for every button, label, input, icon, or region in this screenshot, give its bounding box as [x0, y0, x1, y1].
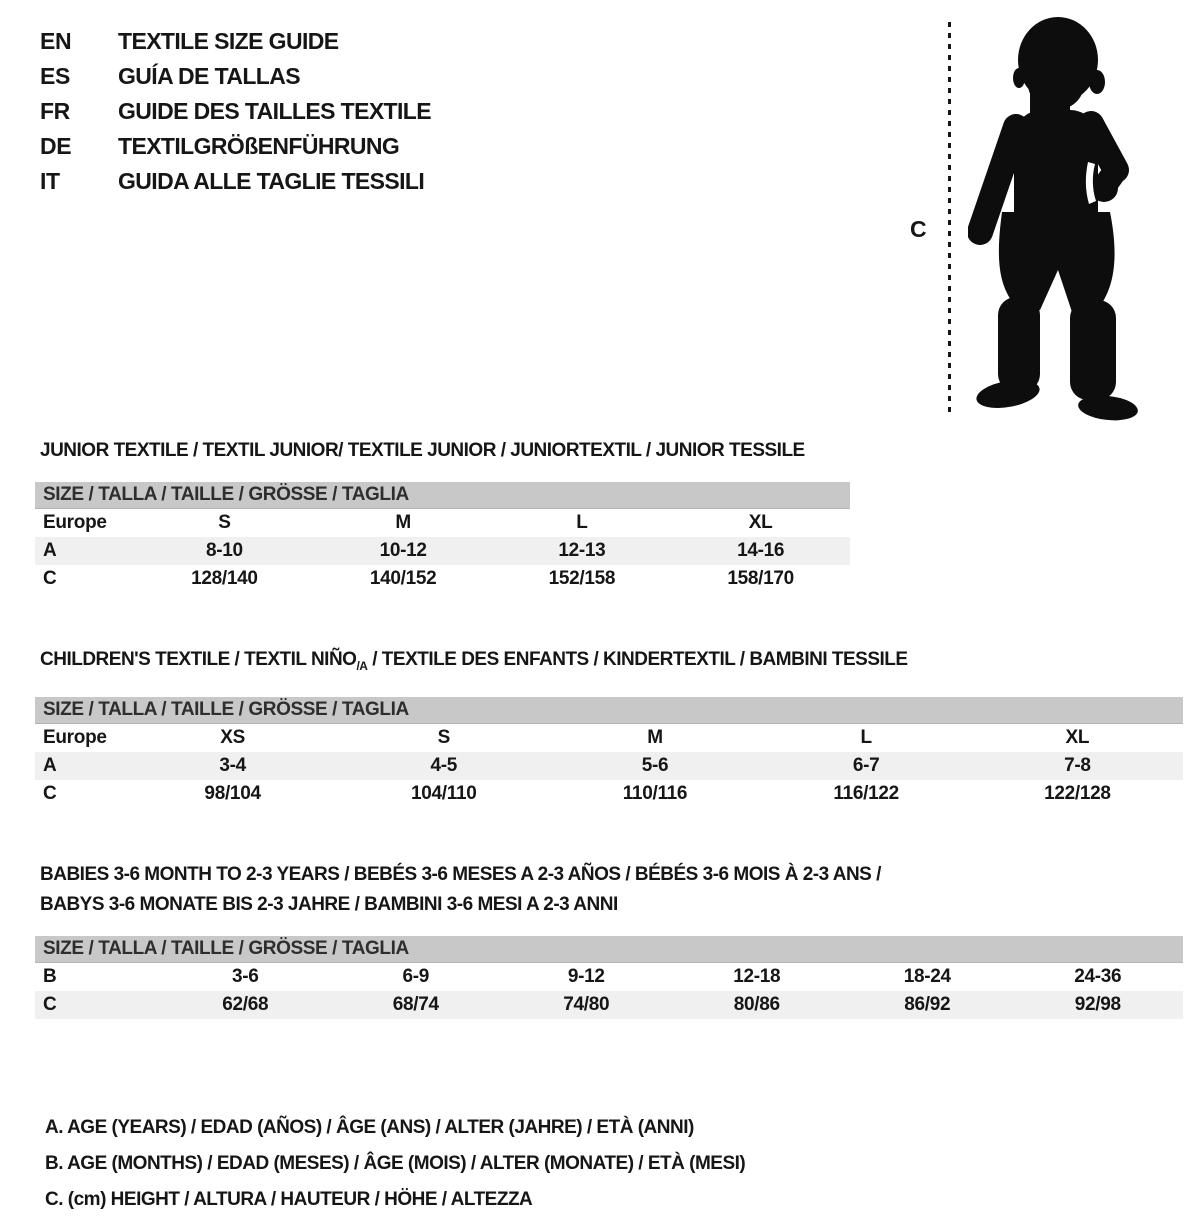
size-cell: 140/152: [369, 568, 437, 589]
language-code: DE: [40, 133, 72, 159]
size-cell: 12-18: [733, 965, 781, 987]
row-label: C: [43, 993, 57, 1015]
size-cell: M: [647, 726, 663, 748]
language-title: TEXTILGRÖßENFÜHRUNG: [118, 133, 400, 159]
size-cell: 68/74: [392, 993, 439, 1015]
row-label: Europe: [43, 512, 107, 533]
section-children: [35, 645, 1183, 808]
size-cell: 12-13: [558, 540, 606, 561]
language-title-block: [40, 24, 431, 199]
section-babies: [35, 860, 1183, 1019]
title-subscript: /A: [356, 658, 368, 673]
language-row: [40, 59, 431, 94]
size-cell: 152/158: [548, 568, 616, 589]
size-cell: 3-4: [219, 754, 246, 776]
size-cell: 14-16: [737, 540, 785, 561]
language-title: TEXTILE SIZE GUIDE: [118, 28, 339, 54]
row-label: Europe: [43, 726, 107, 748]
size-cell: XL: [748, 512, 773, 533]
language-row: [40, 94, 431, 129]
language-title: GUIDA ALLE TAGLIE TESSILI: [118, 168, 425, 194]
row-label: A: [43, 540, 57, 561]
size-cell: XS: [220, 726, 245, 748]
size-cell: 18-24: [903, 965, 951, 987]
size-cell: 128/140: [191, 568, 258, 589]
height-dashed-line: [948, 22, 951, 412]
legend-note: C. (cm) HEIGHT / ALTURA / HAUTEUR / HÖHE / ALTEZZA: [45, 1189, 533, 1210]
size-table: [35, 509, 850, 593]
size-table: [35, 963, 1183, 1019]
size-cell: L: [860, 726, 872, 748]
size-cell: 116/122: [833, 782, 899, 804]
sections: [35, 436, 1183, 1019]
language-row: [40, 129, 431, 164]
title-text: / TEXTILE DES ENFANTS / KINDERTEXTIL / BAMBINI TESSILE: [367, 649, 908, 670]
legend-notes: [40, 1110, 745, 1218]
size-header-bar: SIZE / TALLA / TAILLE / GRÖSSE / TAGLIA: [35, 936, 1183, 963]
title-text: CHILDREN'S TEXTILE / TEXTIL NIÑO: [40, 649, 357, 670]
legend-note: A. AGE (YEARS) / EDAD (AÑOS) / ÂGE (ANS) / ALTER (JAHRE) / ETÀ (ANNI): [45, 1117, 694, 1138]
section-title-line: [40, 645, 1183, 681]
size-cell: XL: [1065, 726, 1090, 748]
section-title: [35, 436, 1183, 466]
table-row: [35, 963, 1183, 991]
table-row: [35, 565, 850, 593]
size-cell: 110/116: [622, 782, 688, 804]
size-cell: M: [395, 512, 411, 533]
table-row: [35, 537, 850, 565]
size-cell: 9-12: [567, 965, 605, 987]
table-row: [35, 780, 1183, 808]
language-row: [40, 24, 431, 59]
size-cell: 6-7: [852, 754, 880, 776]
size-table: [35, 724, 1183, 808]
title-text: BABIES 3-6 MONTH TO 2-3 YEARS / BEBÉS 3-6 MESES A 2-3 AÑOS / BÉBÉS 3-6 MOIS À 2-3 ANS /: [40, 863, 881, 885]
size-cell: L: [576, 512, 588, 533]
row-label: B: [43, 965, 57, 987]
language-code: EN: [40, 28, 72, 54]
size-cell: 3-6: [231, 965, 259, 987]
section-title-line: [40, 890, 1183, 920]
legend-note: B. AGE (MONTHS) / EDAD (MESES) / ÂGE (MOIS) / ALTER (MONATE) / ETÀ (MESI): [45, 1153, 746, 1174]
language-code: ES: [40, 63, 70, 89]
size-cell: 5-6: [641, 754, 669, 776]
size-cell: 122/128: [1044, 782, 1111, 804]
size-cell: 86/92: [904, 993, 951, 1015]
section-title: [35, 645, 1183, 681]
section-junior: [35, 436, 1183, 593]
size-cell: 104/110: [411, 782, 477, 804]
toddler-silhouette-icon: [968, 12, 1143, 422]
language-code: IT: [40, 168, 60, 194]
size-cell: 62/68: [222, 993, 269, 1015]
size-cell: 80/86: [733, 993, 780, 1015]
size-cell: 7-8: [1064, 754, 1091, 776]
section-title: [35, 860, 1183, 920]
language-title: GUÍA DE TALLAS: [118, 63, 300, 89]
height-measure-label: C: [910, 216, 927, 242]
size-cell: 10-12: [379, 540, 427, 561]
size-cell: 24-36: [1074, 965, 1122, 987]
section-title-line: [40, 436, 1183, 466]
size-cell: 74/80: [563, 993, 610, 1015]
language-title: GUIDE DES TAILLES TEXTILE: [118, 98, 431, 124]
table-row: [35, 724, 1183, 752]
size-cell: 8-10: [205, 540, 243, 561]
size-header-bar: SIZE / TALLA / TAILLE / GRÖSSE / TAGLIA: [35, 697, 1183, 724]
title-text: BABYS 3-6 MONATE BIS 2-3 JAHRE / BAMBINI 3-6 MESI A 2-3 ANNI: [40, 893, 618, 915]
section-title-line: [40, 860, 1183, 890]
table-row: [35, 509, 850, 537]
row-label: C: [43, 782, 57, 804]
size-cell: 4-5: [430, 754, 458, 776]
size-cell: 92/98: [1074, 993, 1121, 1015]
baby-height-figure: [880, 0, 1180, 430]
title-text: JUNIOR TEXTILE / TEXTIL JUNIOR/ TEXTILE JUNIOR / JUNIORTEXTIL / JUNIOR TESSILE: [40, 440, 805, 461]
language-code: FR: [40, 98, 70, 124]
language-row: [40, 164, 431, 199]
size-cell: 6-9: [402, 965, 430, 987]
size-cell: S: [437, 726, 450, 748]
size-header-bar: SIZE / TALLA / TAILLE / GRÖSSE / TAGLIA: [35, 482, 850, 509]
size-cell: 98/104: [204, 782, 261, 804]
size-cell: S: [218, 512, 231, 533]
row-label: A: [43, 754, 57, 776]
table-row: [35, 991, 1183, 1019]
table-row: [35, 752, 1183, 780]
size-cell: 158/170: [727, 568, 794, 589]
row-label: C: [43, 568, 57, 589]
